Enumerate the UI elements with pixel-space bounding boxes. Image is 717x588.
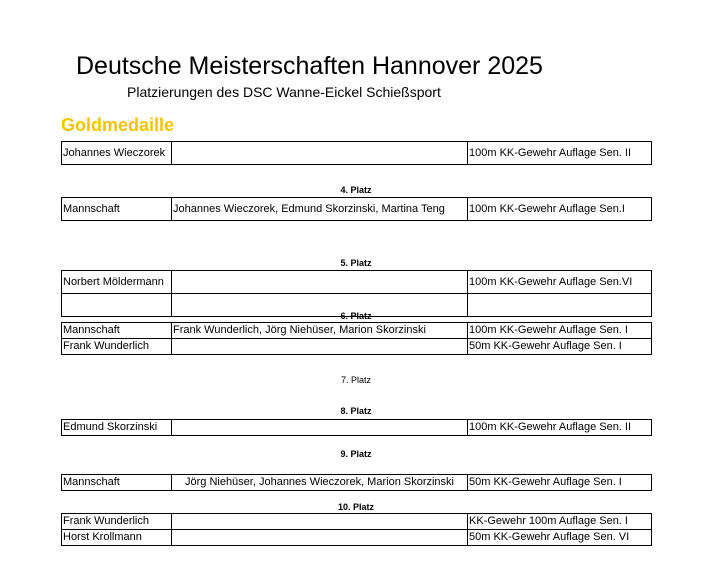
discipline: 100m KK-Gewehr Auflage Sen.I [468,198,652,221]
table-row [62,198,652,221]
place-9-heading: 9. Platz [340,449,372,459]
team-members [172,530,468,546]
discipline: 50m KK-Gewehr Auflage Sen. I [468,475,652,491]
team-members [172,142,468,165]
place-4-heading: 4. Platz [340,185,372,195]
table-row [62,420,652,436]
page-subtitle: Platzierungen des DSC Wanne-Eickel Schießsport [127,84,441,100]
athlete-name: Frank Wunderlich [62,339,172,355]
athlete-name: Mannschaft [62,475,172,491]
table-row [62,323,652,339]
place-8-table [61,419,652,436]
athlete-name: Norbert Möldermann [62,271,172,294]
discipline: KK-Gewehr 100m Auflage Sen. I [468,514,652,530]
place-5-heading: 5. Platz [340,258,372,268]
athlete-name: Horst Krollmann [62,530,172,546]
place-6-heading: 6. Platz [340,311,372,321]
place-9-table [61,474,652,491]
athlete-name: Edmund Skorzinski [62,420,172,436]
table-row [62,142,652,165]
team-members: Johannes Wieczorek, Edmund Skorzinski, Martina Teng [172,198,468,221]
athlete-name: Mannschaft [62,323,172,339]
team-members: Jörg Niehüser, Johannes Wieczorek, Marion Skorzinski [172,475,468,491]
table-row [62,514,652,530]
discipline: 100m KK-Gewehr Auflage Sen.VI [468,271,652,294]
team-members: Frank Wunderlich, Jörg Niehüser, Marion Skorzinski [172,323,468,339]
place-4-table [61,197,652,221]
team-members [172,271,468,294]
place-6-table [61,322,652,355]
table-row [62,530,652,546]
table-row [62,339,652,355]
team-members [172,339,468,355]
gold-table [61,141,652,165]
athlete-name: Johannes Wieczorek [62,142,172,165]
place-10-heading: 10. Platz [337,502,375,512]
place-8-heading: 8. Platz [340,406,372,416]
athlete-name: Frank Wunderlich [62,514,172,530]
team-members [172,420,468,436]
discipline: 50m KK-Gewehr Auflage Sen. I [468,339,652,355]
discipline: 100m KK-Gewehr Auflage Sen. II [468,142,652,165]
gold-medal-heading: Goldmedaille [61,115,175,135]
discipline: 100m KK-Gewehr Auflage Sen. I [468,323,652,339]
table-row [62,475,652,491]
discipline: 100m KK-Gewehr Auflage Sen. II [468,420,652,436]
table-row [62,271,652,294]
athlete-name: Mannschaft [62,198,172,221]
discipline: 50m KK-Gewehr Auflage Sen. VI [468,530,652,546]
team-members [172,514,468,530]
page-title: Deutsche Meisterschaften Hannover 2025 [76,52,543,80]
place-10-table [61,513,652,546]
place-7-heading: 7. Platz [340,375,371,385]
